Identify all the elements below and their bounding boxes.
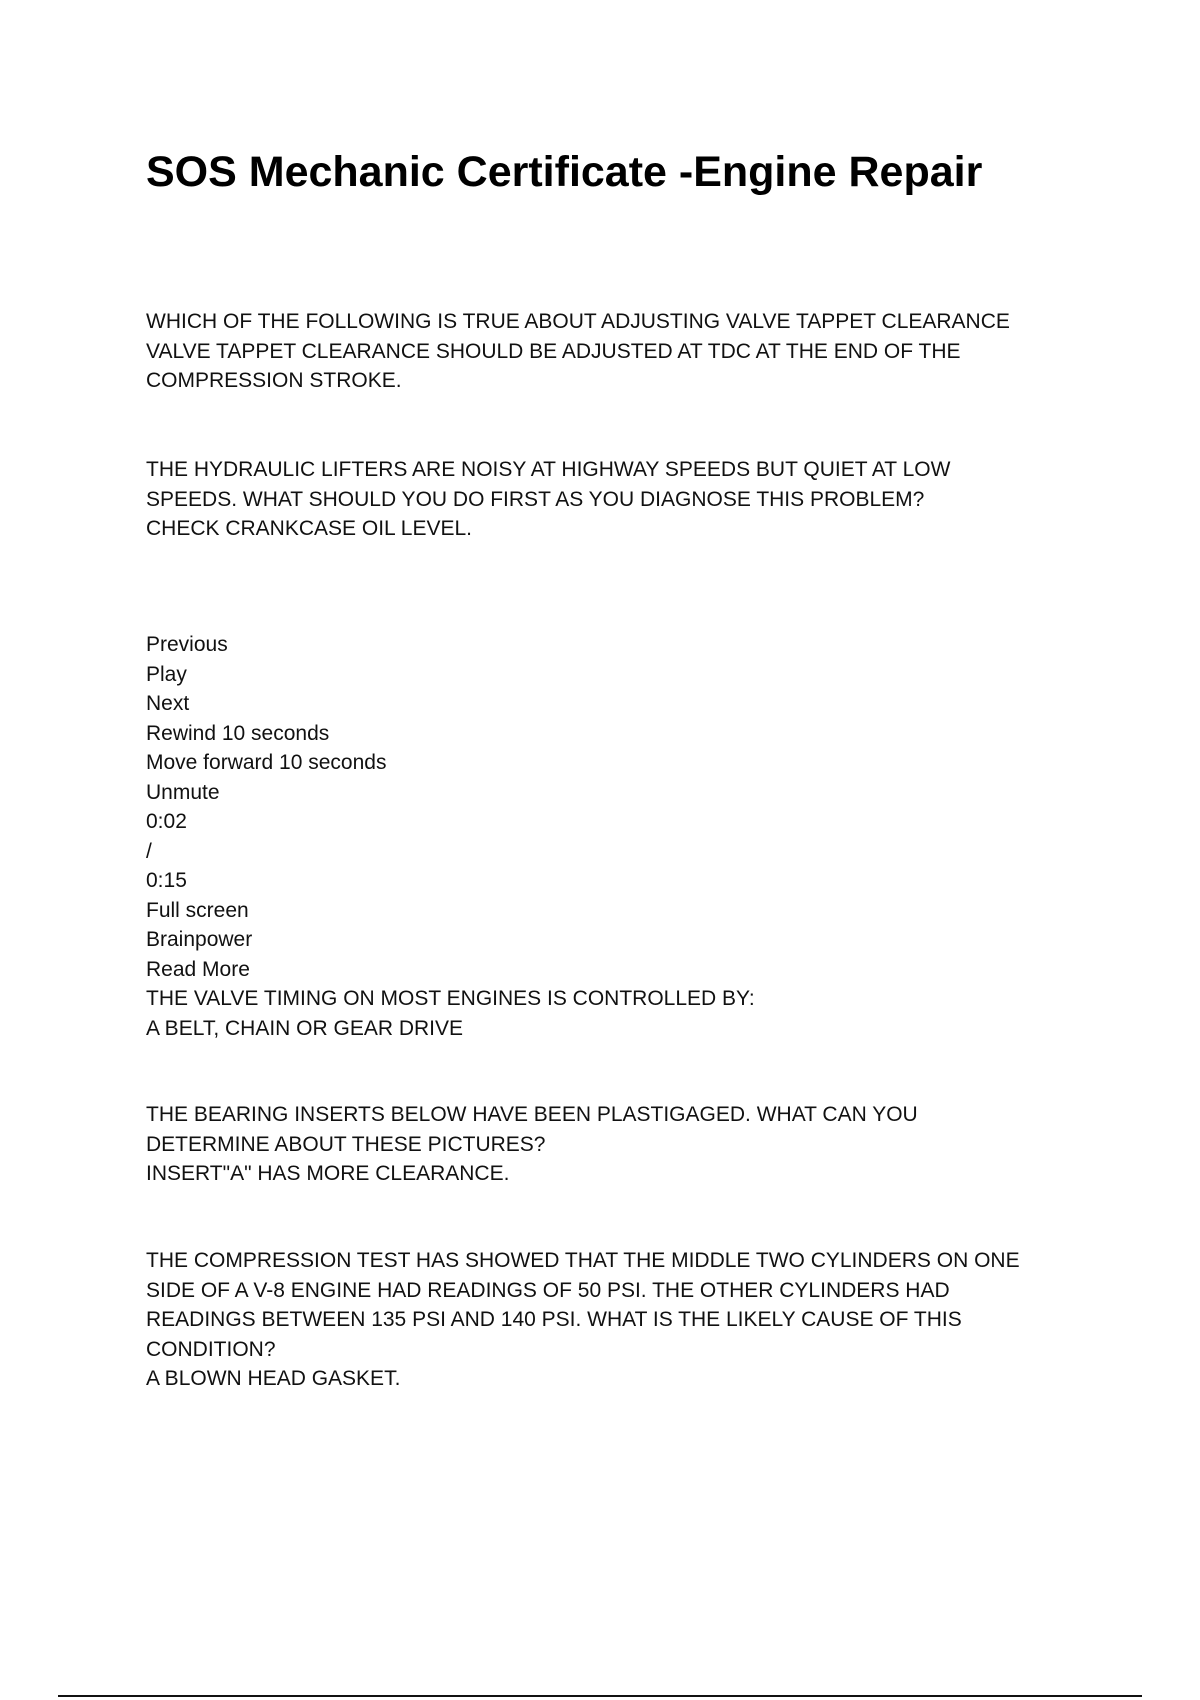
next-button[interactable]: Next [146, 692, 190, 715]
video-player-text [146, 630, 1146, 1043]
question-text: THE VALVE TIMING ON MOST ENGINES IS CONTROLLED BY: [146, 987, 755, 1010]
question-text: THE BEARING INSERTS BELOW HAVE BEEN PLASTIGAGED. WHAT CAN YOU [146, 1103, 918, 1126]
question-text: SIDE OF A V-8 ENGINE HAD READINGS OF 50 PSI. THE OTHER CYLINDERS HAD [146, 1278, 950, 1302]
answer-text: A BLOWN HEAD GASKET. [146, 1367, 401, 1390]
rewind-button[interactable]: Rewind 10 seconds [146, 721, 330, 745]
answer-text: VALVE TAPPET CLEARANCE SHOULD BE ADJUSTED AT TDC AT THE END OF THE [146, 339, 961, 363]
answer-text: A BELT, CHAIN OR GEAR DRIVE [146, 1016, 464, 1040]
question-text: SPEEDS. WHAT SHOULD YOU DO FIRST AS YOU DIAGNOSE THIS PROBLEM? [146, 487, 925, 511]
answer-text: CHECK CRANKCASE OIL LEVEL. [146, 517, 472, 540]
fullscreen-button[interactable]: Full screen [146, 898, 249, 922]
qa-block-hydraulic-lifters [146, 455, 1146, 544]
qa-block-bearing-inserts [146, 1100, 1146, 1189]
answer-text: INSERT"A" HAS MORE CLEARANCE. [146, 1162, 510, 1185]
play-button[interactable]: Play [146, 662, 187, 686]
read-more-link[interactable]: Read More [146, 957, 250, 981]
page-title: SOS Mechanic Certificate -Engine Repair [146, 148, 983, 196]
qa-block-compression-test [146, 1246, 1146, 1394]
question-text: THE COMPRESSION TEST HAS SHOWED THAT THE MIDDLE TWO CYLINDERS ON ONE [146, 1249, 1020, 1272]
qa-block-valve-tappet [146, 307, 1146, 396]
time-separator: / [146, 839, 152, 863]
question-text: THE HYDRAULIC LIFTERS ARE NOISY AT HIGHWAY SPEEDS BUT QUIET AT LOW [146, 458, 951, 481]
duration: 0:15 [146, 869, 187, 892]
unmute-button[interactable]: Unmute [146, 780, 220, 804]
brand-label: Brainpower [146, 928, 253, 951]
current-time: 0:02 [146, 810, 187, 833]
footer-divider [58, 1695, 1142, 1697]
question-text: DETERMINE ABOUT THESE PICTURES? [146, 1132, 546, 1156]
answer-text: COMPRESSION STROKE. [146, 369, 402, 392]
forward-button[interactable]: Move forward 10 seconds [146, 751, 387, 774]
question-text: CONDITION? [146, 1337, 276, 1361]
question-text: WHICH OF THE FOLLOWING IS TRUE ABOUT ADJUSTING VALVE TAPPET CLEARANCE [146, 310, 1010, 333]
previous-button[interactable]: Previous [146, 633, 228, 656]
question-text: READINGS BETWEEN 135 PSI AND 140 PSI. WHAT IS THE LIKELY CAUSE OF THIS [146, 1308, 962, 1331]
